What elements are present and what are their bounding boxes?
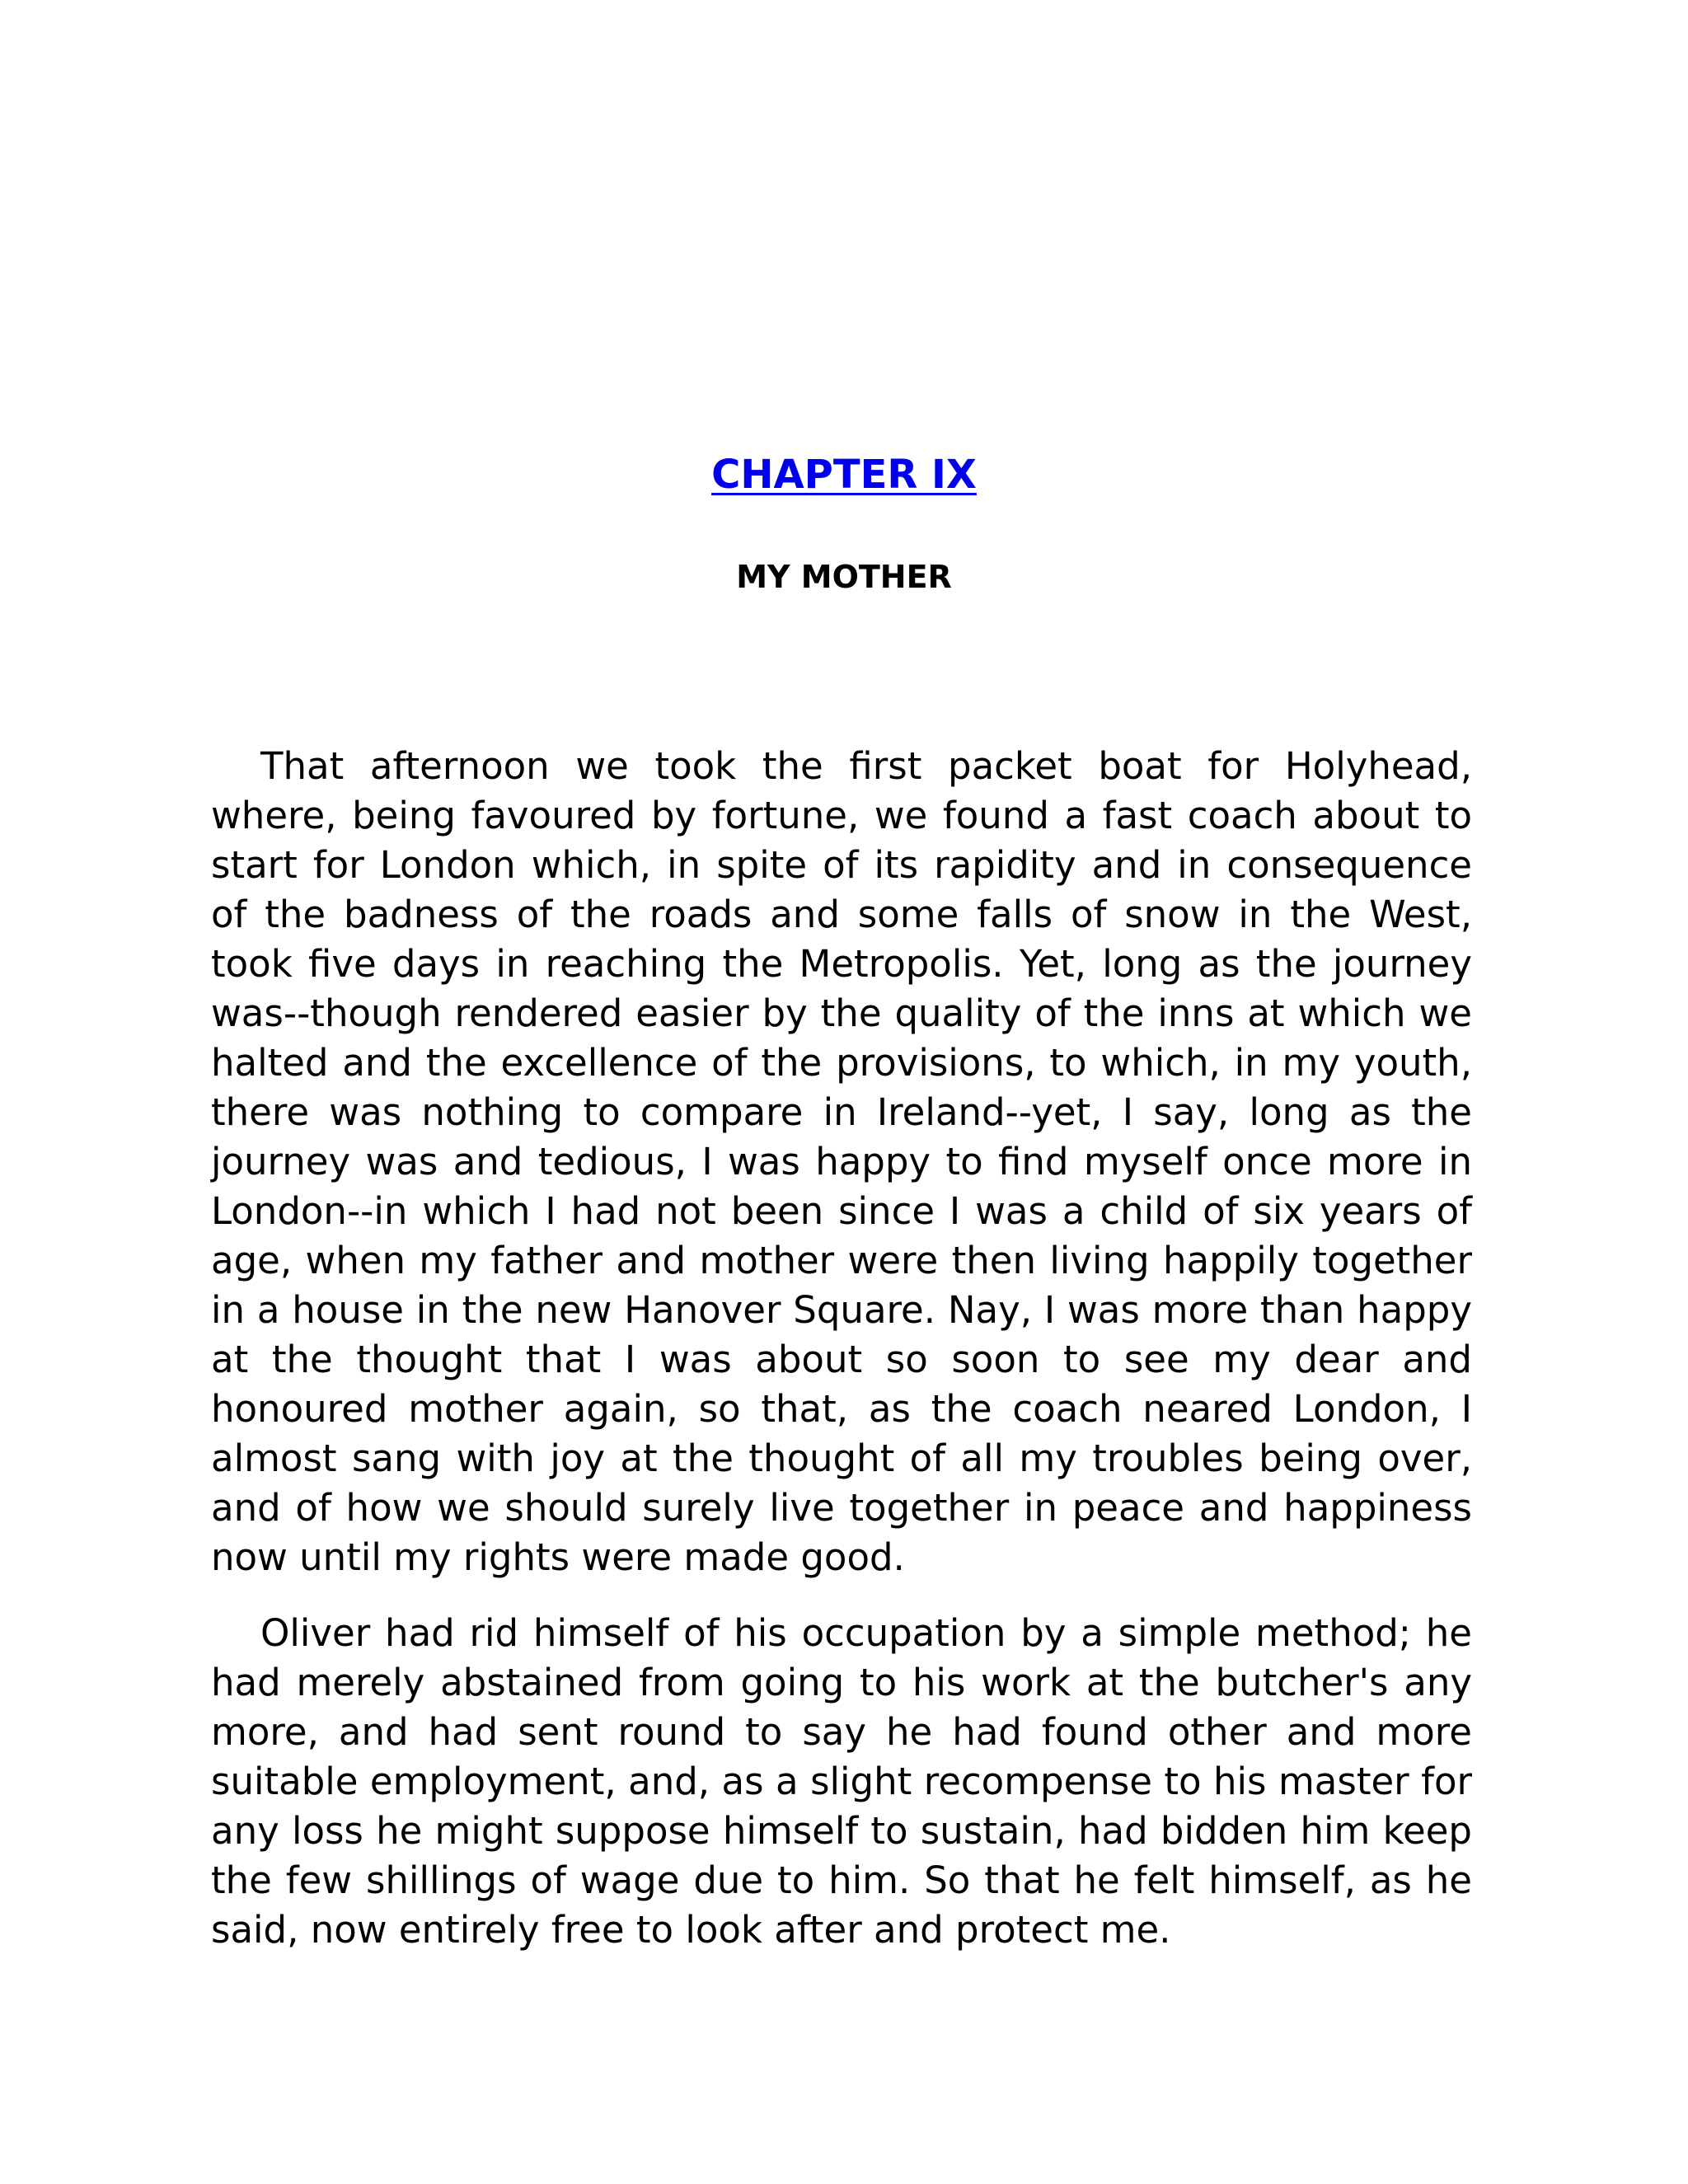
chapter-body xyxy=(211,742,1472,1955)
paragraph: That afternoon we took the first packet boat for Holyhead, where, being favoured by fortune, we found a fast coach about to start for London which, in spite of its rapidity and in consequence of the badness of the roads and some falls of snow in the West, took five days in reaching the Metropolis. Yet, long as the journey was--though rendered easier by the quality of the inns at which we halted and the excellence of the provisions, to which, in my youth, there was nothing to compare in Ireland--yet, I say, long as the journey was and tedious, I was happy to find myself once more in London--in which I had not been since I was a child of six years of age, when my father and mother were then living happily together in a house in the new Hanover Square. Nay, I was more than happy at the thought that I was about so soon to see my dear and honoured mother again, so that, as the coach neared London, I almost sang with joy at the thought of all my troubles being over, and of how we should surely live together in peace and happiness now until my rights were made good. xyxy=(211,744,1472,1579)
chapter-subtitle: MY MOTHER xyxy=(736,559,952,595)
paragraph: Oliver had rid himself of his occupation by a simple method; he had merely abstained from going to his work at the butcher's any more, and had sent round to say he had found other and more suitable employment, and, as a slight recompense to his master for any loss he might suppose himself to sustain, had bidden him keep the few shillings of wage due to him. So that he felt himself, as he said, now entirely free to look after and protect me. xyxy=(211,1611,1472,1952)
chapter-title-link[interactable]: CHAPTER IX xyxy=(711,452,977,498)
chapter-heading xyxy=(0,445,1688,504)
